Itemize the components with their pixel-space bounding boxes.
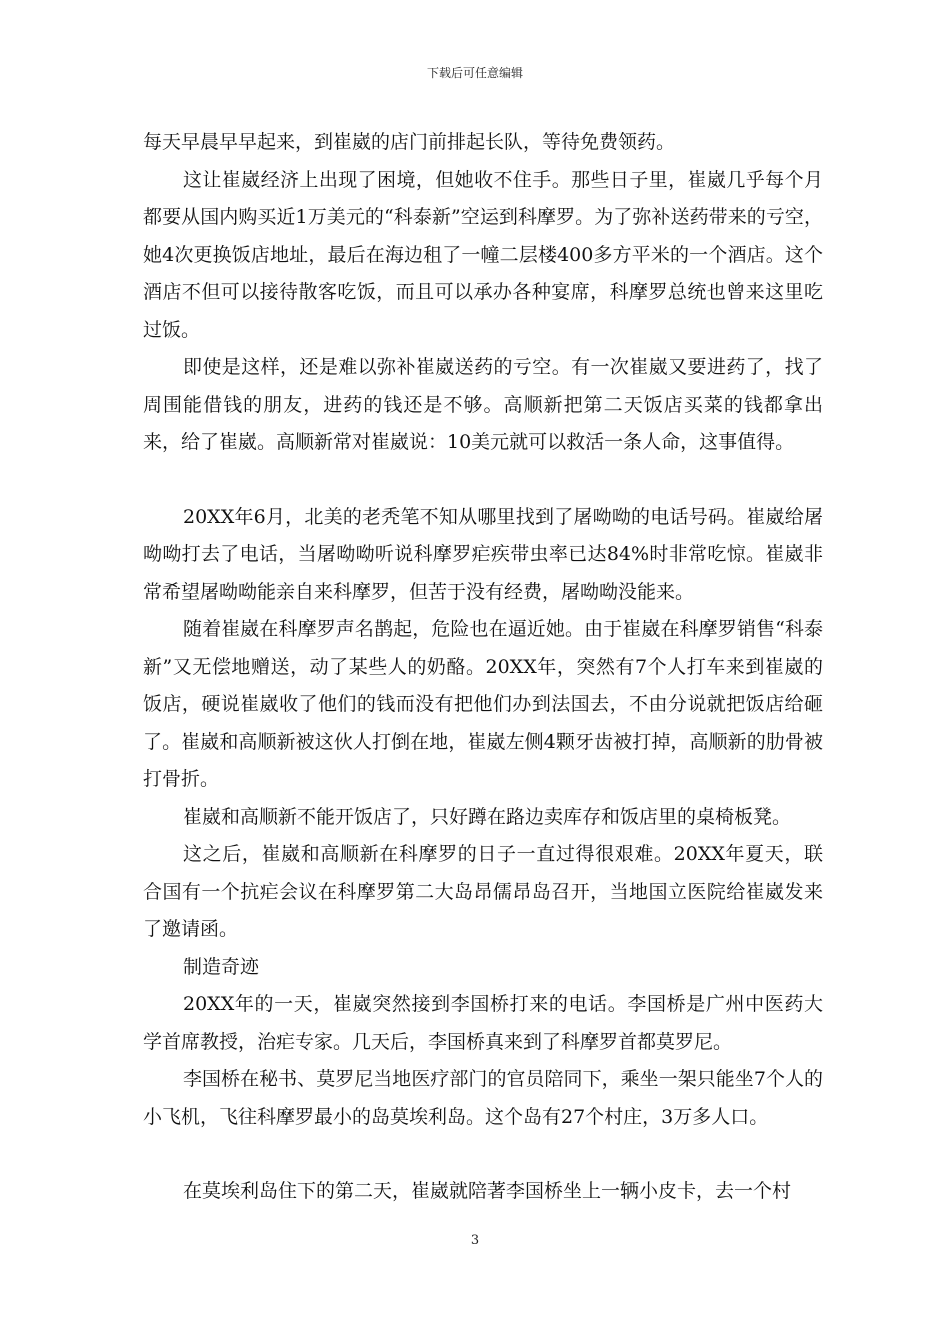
paragraph-2: 这让崔崴经济上出现了困境，但她收不住手。那些日子里，崔崴几乎每个月都要从国内购买近1万美元的“科泰新”空运到科摩罗。为了弥补送药带来的亏空，她4次更换饭店地址，最后在海边租了一幢二层楼400多方平米的一个酒店。这个酒店不但可以接待散客吃饭，而且可以承办各种宴席，科摩罗总统也曾来这里吃过饭。 (143, 168, 823, 341)
page-number: 3 (470, 1233, 480, 1248)
paragraph-10: 在莫埃利岛住下的第二天，崔崴就陪著李国桥坐上一辆小皮卡，去一个村 (183, 1180, 792, 1202)
paragraph-6: 崔崴和高顺新不能开饭店了，只好蹲在路边卖库存和饭店里的桌椅板凳。 (183, 805, 792, 828)
section-heading: 制造奇迹 (183, 955, 260, 978)
paragraph-5: 随着崔崴在科摩罗声名鹊起，危险也在逼近她。由于崔崴在科摩罗销售“科泰新”又无偿地赠送，动了某些人的奶酪。20XX年，突然有7个人打车来到崔崴的饭店，硬说崔崴收了他们的钱而没有把他们办到法国去，不由分说就把饭店给砸了。崔崴和高顺新被这伙人打倒在地，崔崴左侧4颗牙齿被打掉，高顺新的肋骨被打骨折。 (143, 618, 823, 790)
paragraph-3: 即使是这样，还是难以弥补崔崴送药的亏空。有一次崔崴又要进药了，找了周围能借钱的朋友，进药的钱还是不够。高顺新把第二天饭店买菜的钱都拿出来，给了崔崴。高顺新常对崔崴说：10美元就可以救活一条人命，这事值得。 (143, 356, 823, 453)
page-header: 下载后可任意编辑 (426, 66, 523, 80)
document-body (143, 124, 823, 1211)
paragraph-7: 这之后，崔崴和高顺新在科摩罗的日子一直过得很艰难。20XX年夏天，联合国有一个抗疟会议在科摩罗第二大岛昂儒昂岛召开，当地国立医院给崔崴发来了邀请函。 (143, 843, 823, 940)
paragraph-spacer (143, 462, 823, 499)
paragraph-4: 20XX年6月，北美的老秃笔不知从哪里找到了屠呦呦的电话号码。崔崴给屠呦呦打去了电话，当屠呦呦听说科摩罗疟疾带虫率已达84%时非常吃惊。崔崴非常希望屠呦呦能亲自来科摩罗，但苦于没有经费，屠呦呦没能来。 (143, 505, 823, 603)
paragraph-1: 每天早晨早早起来，到崔崴的店门前排起长队，等待免费领药。 (143, 131, 676, 153)
paragraph-spacer (143, 1136, 823, 1173)
paragraph-9: 李国桥在秘书、莫罗尼当地医疗部门的官员陪同下，乘坐一架只能坐7个人的小飞机，飞往科摩罗最小的岛莫埃利岛。这个岛有27个村庄，3万多人口。 (143, 1068, 823, 1128)
paragraph-8: 20XX年的一天，崔崴突然接到李国桥打来的电话。李国桥是广州中医药大学首席教授，治疟专家。几天后，李国桥真来到了科摩罗首都莫罗尼。 (143, 993, 823, 1053)
